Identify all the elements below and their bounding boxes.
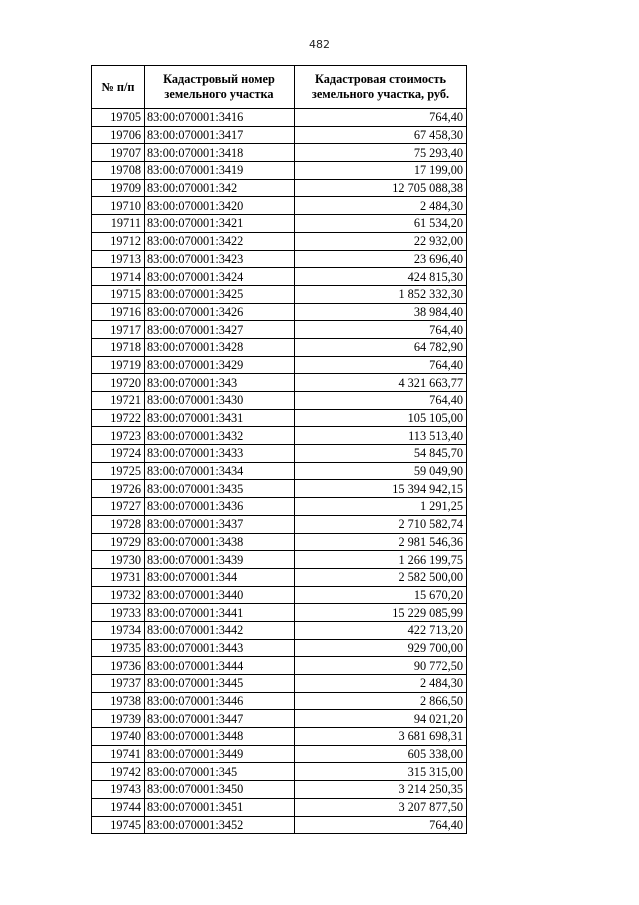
row-number: 19739 — [92, 710, 145, 728]
cadastral-number: 83:00:070001:3445 — [145, 675, 295, 693]
cadastral-number: 83:00:070001:3431 — [145, 409, 295, 427]
cadastral-value: 94 021,20 — [295, 710, 467, 728]
row-number: 19735 — [92, 639, 145, 657]
row-number: 19714 — [92, 268, 145, 286]
cadastral-value: 422 713,20 — [295, 621, 467, 639]
cadastral-number: 83:00:070001:3452 — [145, 816, 295, 834]
cadastral-value: 59 049,90 — [295, 462, 467, 480]
cadastral-value: 764,40 — [295, 392, 467, 410]
cadastral-value: 75 293,40 — [295, 144, 467, 162]
cadastral-number: 83:00:070001:3450 — [145, 781, 295, 799]
cadastral-value: 90 772,50 — [295, 657, 467, 675]
row-number: 19719 — [92, 356, 145, 374]
cadastral-value: 54 845,70 — [295, 445, 467, 463]
cadastral-value: 2 710 582,74 — [295, 515, 467, 533]
cadastral-value: 15 229 085,99 — [295, 604, 467, 622]
page-number: 482 — [309, 38, 330, 51]
header-cadastral-value: Кадастровая стоимость земельного участка, руб. — [295, 66, 467, 109]
table-header — [92, 66, 467, 109]
cadastral-value: 2 484,30 — [295, 197, 467, 215]
table-row — [92, 657, 467, 675]
cadastral-number: 83:00:070001:3433 — [145, 445, 295, 463]
table-row — [92, 338, 467, 356]
cadastral-number: 83:00:070001:3437 — [145, 515, 295, 533]
cadastral-number: 83:00:070001:3426 — [145, 303, 295, 321]
row-number: 19705 — [92, 109, 145, 127]
table-row — [92, 126, 467, 144]
cadastral-number: 83:00:070001:3444 — [145, 657, 295, 675]
row-number: 19709 — [92, 179, 145, 197]
cadastral-number: 83:00:070001:3434 — [145, 462, 295, 480]
cadastral-value: 764,40 — [295, 356, 467, 374]
table-row — [92, 285, 467, 303]
header-number: № п/п — [92, 66, 145, 109]
cadastral-value: 64 782,90 — [295, 338, 467, 356]
table-row — [92, 409, 467, 427]
cadastral-number: 83:00:070001:343 — [145, 374, 295, 392]
cadastral-value: 424 815,30 — [295, 268, 467, 286]
cadastral-number: 83:00:070001:3427 — [145, 321, 295, 339]
table-row — [92, 498, 467, 516]
row-number: 19740 — [92, 728, 145, 746]
row-number: 19731 — [92, 568, 145, 586]
table-body — [92, 109, 467, 834]
cadastral-value: 3 207 877,50 — [295, 798, 467, 816]
row-number: 19743 — [92, 781, 145, 799]
table-row — [92, 816, 467, 834]
header-row — [92, 66, 467, 109]
cadastral-number: 83:00:070001:3436 — [145, 498, 295, 516]
cadastral-value: 17 199,00 — [295, 162, 467, 180]
row-number: 19742 — [92, 763, 145, 781]
row-number: 19707 — [92, 144, 145, 162]
row-number: 19706 — [92, 126, 145, 144]
row-number: 19711 — [92, 215, 145, 233]
cadastral-number: 83:00:070001:3432 — [145, 427, 295, 445]
row-number: 19722 — [92, 409, 145, 427]
cadastral-value: 605 338,00 — [295, 745, 467, 763]
table-row — [92, 303, 467, 321]
cadastral-number: 83:00:070001:3449 — [145, 745, 295, 763]
table-row — [92, 798, 467, 816]
header-cadastral-number: Кадастровый номер земельного участка — [145, 66, 295, 109]
cadastral-value: 2 484,30 — [295, 675, 467, 693]
row-number: 19728 — [92, 515, 145, 533]
row-number: 19745 — [92, 816, 145, 834]
cadastral-number: 83:00:070001:3418 — [145, 144, 295, 162]
table-row — [92, 445, 467, 463]
table-row — [92, 144, 467, 162]
row-number: 19715 — [92, 285, 145, 303]
cadastral-number: 83:00:070001:3451 — [145, 798, 295, 816]
row-number: 19729 — [92, 533, 145, 551]
row-number: 19723 — [92, 427, 145, 445]
row-number: 19710 — [92, 197, 145, 215]
row-number: 19726 — [92, 480, 145, 498]
cadastral-number: 83:00:070001:345 — [145, 763, 295, 781]
table-row — [92, 232, 467, 250]
table-row — [92, 639, 467, 657]
table-row — [92, 321, 467, 339]
cadastral-number: 83:00:070001:3425 — [145, 285, 295, 303]
cadastral-value: 23 696,40 — [295, 250, 467, 268]
table-row — [92, 268, 467, 286]
cadastral-value: 67 458,30 — [295, 126, 467, 144]
table-row — [92, 745, 467, 763]
table-row — [92, 480, 467, 498]
cadastral-number: 83:00:070001:3448 — [145, 728, 295, 746]
table-row — [92, 427, 467, 445]
table-row — [92, 515, 467, 533]
row-number: 19725 — [92, 462, 145, 480]
table-row — [92, 568, 467, 586]
cadastral-number: 83:00:070001:3441 — [145, 604, 295, 622]
cadastral-value: 764,40 — [295, 321, 467, 339]
table-row — [92, 621, 467, 639]
row-number: 19733 — [92, 604, 145, 622]
table-row — [92, 728, 467, 746]
row-number: 19716 — [92, 303, 145, 321]
table-row — [92, 197, 467, 215]
table-row — [92, 763, 467, 781]
cadastral-value: 3 681 698,31 — [295, 728, 467, 746]
row-number: 19744 — [92, 798, 145, 816]
cadastral-value: 2 866,50 — [295, 692, 467, 710]
cadastral-value: 38 984,40 — [295, 303, 467, 321]
row-number: 19712 — [92, 232, 145, 250]
row-number: 19718 — [92, 338, 145, 356]
cadastral-value: 929 700,00 — [295, 639, 467, 657]
cadastral-value: 15 394 942,15 — [295, 480, 467, 498]
cadastral-value: 1 852 332,30 — [295, 285, 467, 303]
cadastral-number: 83:00:070001:3446 — [145, 692, 295, 710]
cadastral-value: 2 981 546,36 — [295, 533, 467, 551]
table-row — [92, 374, 467, 392]
cadastral-number: 83:00:070001:342 — [145, 179, 295, 197]
cadastral-value: 764,40 — [295, 109, 467, 127]
row-number: 19738 — [92, 692, 145, 710]
table-row — [92, 586, 467, 604]
table-row — [92, 462, 467, 480]
table-row — [92, 215, 467, 233]
cadastral-number: 83:00:070001:3420 — [145, 197, 295, 215]
table-row — [92, 179, 467, 197]
cadastral-number: 83:00:070001:3435 — [145, 480, 295, 498]
cadastral-value: 61 534,20 — [295, 215, 467, 233]
row-number: 19734 — [92, 621, 145, 639]
table-row — [92, 604, 467, 622]
row-number: 19741 — [92, 745, 145, 763]
cadastral-value: 1 266 199,75 — [295, 551, 467, 569]
cadastral-number: 83:00:070001:3422 — [145, 232, 295, 250]
cadastral-value: 12 705 088,38 — [295, 179, 467, 197]
row-number: 19721 — [92, 392, 145, 410]
table-row — [92, 250, 467, 268]
cadastral-value: 1 291,25 — [295, 498, 467, 516]
cadastral-number: 83:00:070001:3421 — [145, 215, 295, 233]
cadastral-value: 764,40 — [295, 816, 467, 834]
cadastral-number: 83:00:070001:3443 — [145, 639, 295, 657]
row-number: 19708 — [92, 162, 145, 180]
cadastral-number: 83:00:070001:3424 — [145, 268, 295, 286]
row-number: 19724 — [92, 445, 145, 463]
row-number: 19713 — [92, 250, 145, 268]
row-number: 19720 — [92, 374, 145, 392]
cadastral-number: 83:00:070001:3438 — [145, 533, 295, 551]
table-row — [92, 710, 467, 728]
cadastral-value: 2 582 500,00 — [295, 568, 467, 586]
cadastral-value: 22 932,00 — [295, 232, 467, 250]
cadastral-number: 83:00:070001:3419 — [145, 162, 295, 180]
table-row — [92, 392, 467, 410]
cadastral-number: 83:00:070001:3416 — [145, 109, 295, 127]
row-number: 19717 — [92, 321, 145, 339]
cadastral-number: 83:00:070001:344 — [145, 568, 295, 586]
cadastral-table — [91, 65, 467, 834]
cadastral-value: 113 513,40 — [295, 427, 467, 445]
cadastral-number: 83:00:070001:3440 — [145, 586, 295, 604]
table-row — [92, 692, 467, 710]
cadastral-number: 83:00:070001:3429 — [145, 356, 295, 374]
cadastral-value: 15 670,20 — [295, 586, 467, 604]
cadastral-number: 83:00:070001:3417 — [145, 126, 295, 144]
table-row — [92, 162, 467, 180]
row-number: 19727 — [92, 498, 145, 516]
cadastral-number: 83:00:070001:3442 — [145, 621, 295, 639]
table-row — [92, 109, 467, 127]
table-row — [92, 356, 467, 374]
row-number: 19730 — [92, 551, 145, 569]
cadastral-value: 3 214 250,35 — [295, 781, 467, 799]
row-number: 19732 — [92, 586, 145, 604]
cadastral-number: 83:00:070001:3439 — [145, 551, 295, 569]
cadastral-number: 83:00:070001:3428 — [145, 338, 295, 356]
table-row — [92, 533, 467, 551]
table-row — [92, 675, 467, 693]
cadastral-number: 83:00:070001:3447 — [145, 710, 295, 728]
table-row — [92, 781, 467, 799]
cadastral-number: 83:00:070001:3430 — [145, 392, 295, 410]
row-number: 19737 — [92, 675, 145, 693]
cadastral-value: 315 315,00 — [295, 763, 467, 781]
cadastral-number: 83:00:070001:3423 — [145, 250, 295, 268]
cadastral-value: 105 105,00 — [295, 409, 467, 427]
row-number: 19736 — [92, 657, 145, 675]
table-row — [92, 551, 467, 569]
cadastral-value: 4 321 663,77 — [295, 374, 467, 392]
